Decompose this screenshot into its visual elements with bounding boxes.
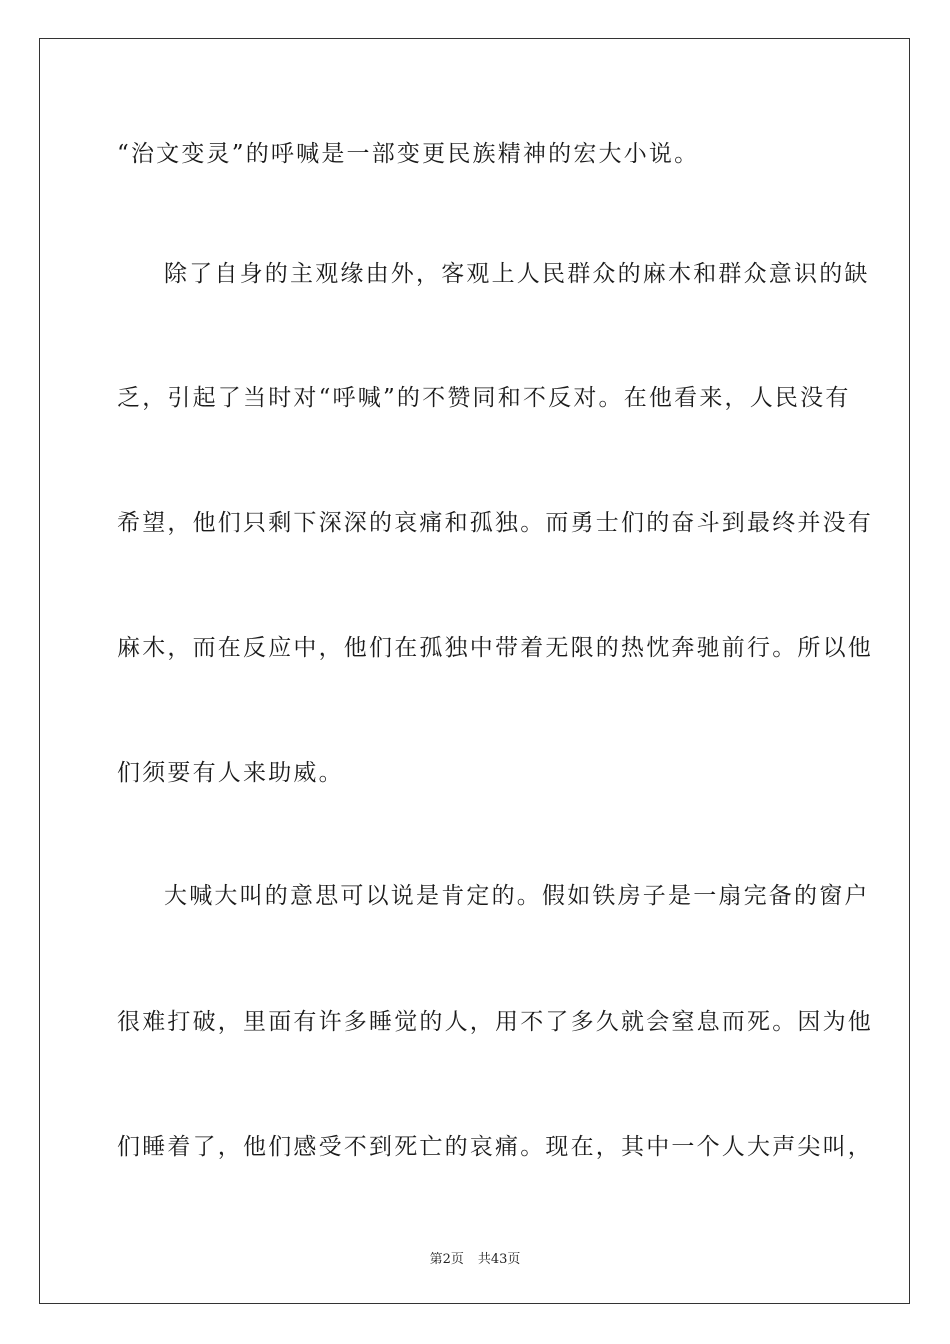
text-line-5: 麻木，而在反应中，他们在孤独中带着无限的热忱奔驰前行。所以他: [117, 635, 873, 661]
page-footer: [0, 1248, 950, 1267]
text-line-4: 希望，他们只剩下深深的哀痛和孤独。而勇士们的奋斗到最终并没有: [117, 510, 873, 536]
text-line-7: 大喊大叫的意思可以说是肯定的。假如铁房子是一扇完备的窗户: [164, 883, 870, 909]
text-line-1: “治文变灵”的呼喊是一部变更民族精神的宏大小说。: [117, 141, 700, 167]
page-total: 共43页: [477, 1252, 521, 1267]
page-number: 第2页: [429, 1252, 464, 1267]
text-line-9: 们睡着了，他们感受不到死亡的哀痛。现在，其中一个人大声尖叫，: [117, 1134, 873, 1160]
text-line-2: 除了自身的主观缘由外，客观上人民群众的麻木和群众意识的缺: [164, 261, 870, 287]
text-line-3: 乏，引起了当时对“呼喊”的不赞同和不反对。在他看来，人民没有: [117, 385, 851, 411]
text-line-8: 很难打破，里面有许多睡觉的人，用不了多久就会窒息而死。因为他: [117, 1009, 873, 1035]
page-frame: [39, 38, 910, 1304]
text-line-6: 们须要有人来助威。: [117, 760, 344, 786]
